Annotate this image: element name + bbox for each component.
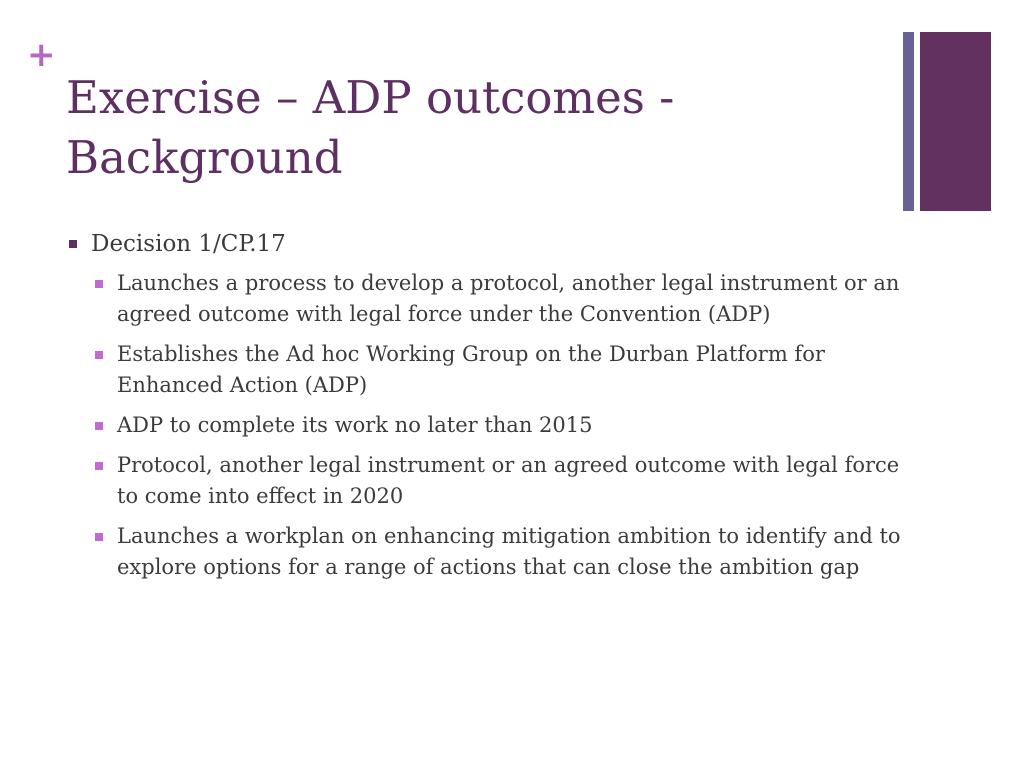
title-line-2: Background	[66, 131, 343, 184]
sub-bullet-item	[66, 521, 906, 583]
sub-bullet-text: Establishes the Ad hoc Working Group on the Durban Platform for Enhanced Action (ADP)	[117, 342, 825, 397]
title-line-1: Exercise – ADP outcomes -	[66, 71, 675, 124]
sub-bullet-text: Launches a process to develop a protocol, another legal instrument or an agreed outcome with legal force under the Convention (ADP)	[117, 271, 900, 326]
sub-bullet-item	[66, 268, 906, 330]
main-bullet-text: Decision 1/CP.17	[91, 231, 286, 257]
sub-bullet-item	[66, 410, 906, 441]
square-bullet-icon	[95, 533, 103, 541]
square-bullet-icon	[95, 422, 103, 430]
plus-icon: +	[27, 35, 56, 75]
slide-title	[66, 68, 866, 188]
square-bullet-icon	[95, 462, 103, 470]
sub-bullet-text: Protocol, another legal instrument or an agreed outcome with legal force to come into effect in 2020	[117, 453, 900, 508]
sub-bullet-text: ADP to complete its work no later than 2015	[117, 413, 593, 437]
decorative-bar-thin	[903, 32, 914, 211]
slide-content	[66, 228, 906, 592]
square-bullet-icon	[69, 240, 77, 248]
sub-bullet-item	[66, 339, 906, 401]
decorative-bar-thick	[920, 32, 991, 211]
sub-bullet-item	[66, 450, 906, 512]
square-bullet-icon	[95, 280, 103, 288]
square-bullet-icon	[95, 351, 103, 359]
sub-bullet-text: Launches a workplan on enhancing mitigation ambition to identify and to explore options for a range of actions that can close the ambition gap	[117, 524, 901, 579]
sub-bullet-list	[66, 268, 906, 583]
main-bullet	[66, 228, 906, 260]
